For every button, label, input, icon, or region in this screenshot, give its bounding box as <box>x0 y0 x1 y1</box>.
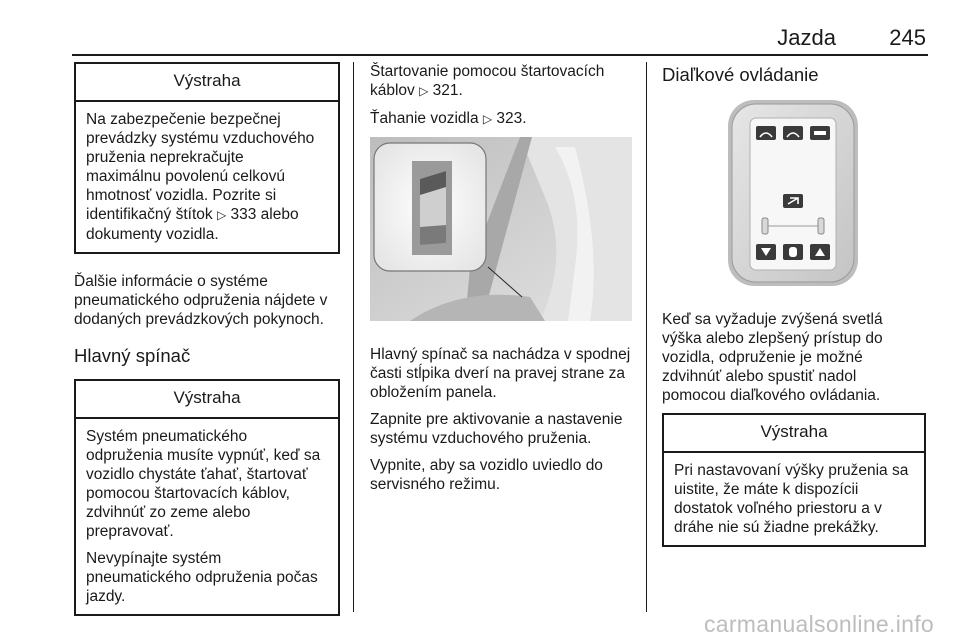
column-divider <box>353 62 354 612</box>
page-header <box>72 14 928 56</box>
warning-title: Výstraha <box>664 415 924 453</box>
remote-control-illustration <box>662 98 926 290</box>
column-divider <box>646 62 647 612</box>
body-paragraph: Vypnite, aby sa vozidlo uviedlo do servisného režimu. <box>370 457 603 493</box>
page-ref-icon: ▷ <box>216 208 227 222</box>
page-ref-icon: ▷ <box>482 112 493 126</box>
warning-title: Výstraha <box>76 381 338 419</box>
warning-title: Výstraha <box>76 64 338 102</box>
info-paragraph: Ďalšie informácie o systéme pneumatického odpruženia nájdete v dodaných prevádzkových pokynoch. <box>74 273 328 328</box>
column-left <box>74 62 340 630</box>
page-number: 245 <box>889 25 926 50</box>
cross-reference: Štartovanie pomocou štartovacích káblov ▷ 321. <box>370 63 605 99</box>
warning-box <box>74 62 340 254</box>
warning-body <box>664 453 924 545</box>
section-heading: Diaľkové ovládanie <box>662 64 819 85</box>
column-middle <box>370 62 632 502</box>
warning-body <box>76 419 338 614</box>
warning-text: Na zabezpečenie bezpečnej prevádzky systému vzduchového pruženia neprekračujte maximálnu povolenú celkovú hmotnosť vozidla. Pozrite si identifikačný štítok ▷ 333 alebo dokumenty vozidla. <box>86 111 315 243</box>
body-paragraph: Zapnite pre aktivovanie a nastavenie systému vzduchového pruženia. <box>370 411 623 447</box>
main-switch-illustration <box>370 137 632 321</box>
warning-box <box>662 413 926 547</box>
cross-reference: Ťahanie vozidla ▷ 323. <box>370 110 527 127</box>
warning-box <box>74 379 340 616</box>
warning-text: Nevypínajte systém pneumatického odpruženia počas jazdy. <box>86 550 318 605</box>
body-paragraph: Keď sa vyžaduje zvýšená svetlá výška alebo zlepšený prístup do vozidla, odpruženie je možné zdvihnúť alebo spustiť nadol pomocou diaľkového ovládania. <box>662 311 883 404</box>
figure-caption: Hlavný spínač sa nachádza v spodnej časti stĺpika dverí na pravej strane za obložením panela. <box>370 346 631 401</box>
height-adjust-buttons <box>756 244 830 260</box>
warning-text: Systém pneumatického odpruženia musíte vypnúť, keď sa vozidlo chystáte ťahať, štartovať pomocou štartovacích káblov, zdvihnúť zo zeme alebo prepravovať. <box>86 428 321 540</box>
column-right <box>662 62 926 561</box>
main-switch-drawing <box>370 137 632 321</box>
watermark: carmanualsonline.info <box>703 611 934 637</box>
lift-preset-buttons <box>756 126 830 140</box>
warning-body <box>76 102 338 252</box>
section-heading: Hlavný spínač <box>74 345 191 366</box>
page-ref-icon: ▷ <box>419 84 429 98</box>
remote-control-drawing <box>662 98 926 290</box>
warning-text: Pri nastavovaní výšky pruženia sa uistite, že máte k dispozícii dostatok voľného priestoru a v dráhe nie sú žiadne prekážky. <box>674 462 909 536</box>
section-title: Jazda <box>777 25 836 50</box>
